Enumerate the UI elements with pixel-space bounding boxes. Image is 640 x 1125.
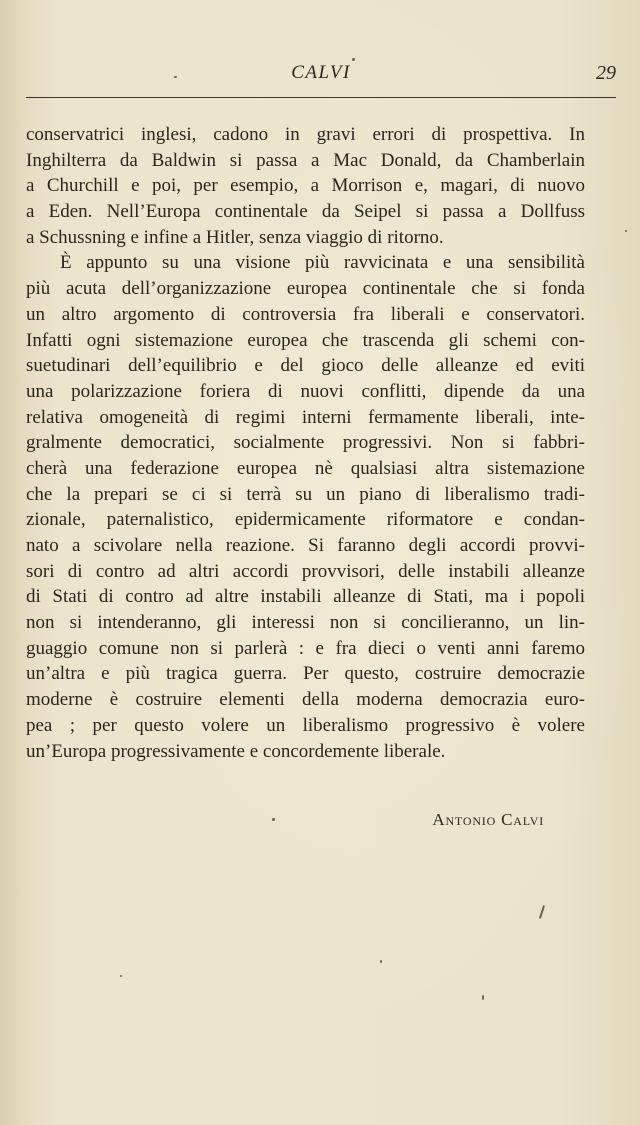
text-line: Infatti ogni sistemazione europea che trascenda gli schemi con- — [26, 329, 585, 351]
text-line: suetudinari dell’equilibrio e del gioco delle alleanze ed eviti — [26, 355, 585, 377]
text-line: conservatrici inglesi, cadono in gravi errori di prospettiva. In — [26, 124, 585, 145]
text-line: pea ; per questo volere un liberalismo progressivo è volere — [26, 714, 585, 736]
text-line: cherà una federazione europea nè qualsiasi altra sistemazione — [26, 457, 585, 479]
text-line: che la prepari se ci si terrà su un piano di liberalismo tradi- — [26, 483, 585, 505]
running-head — [26, 62, 616, 92]
header-rule — [26, 97, 616, 98]
text-line: non si intenderanno, gli interessi non si concilieranno, un lin- — [26, 612, 585, 634]
paper-speck — [482, 995, 484, 1000]
paper-speck — [120, 975, 122, 977]
text-line: relativa omogeneità di regimi interni fermamente liberali, inte- — [26, 406, 585, 428]
body-text — [26, 122, 585, 764]
paper-speck — [380, 960, 382, 963]
text-line: più acuta dell’organizzazione europea continentale che si fonda — [26, 278, 585, 300]
text-line: una polarizzazione foriera di nuovi conflitti, dipende da una — [26, 380, 585, 402]
paper-speck — [272, 818, 275, 821]
text-line: guaggio comune non si parlerà : e fra dieci o venti anni faremo — [26, 637, 585, 659]
paper-speck — [174, 76, 177, 78]
text-line: un’Europa progressivamente e concordemente liberale. — [26, 740, 446, 762]
text-line: un altro argomento di controversia fra liberali e conservatori. — [26, 303, 585, 325]
running-title: CALVI — [291, 62, 351, 83]
text-line: Inghilterra da Baldwin si passa a Mac Donald, da Chamberlain — [26, 149, 585, 171]
paper-speck — [539, 905, 545, 919]
text-line: a Schussning e infine a Hitler, senza viaggio di ritorno. — [26, 226, 444, 248]
text-line: di Stati di contro ad altre instabili alleanze di Stati, ma i popoli — [26, 586, 585, 608]
text-line: moderne è costruire elementi della moderna democrazia euro- — [26, 689, 585, 711]
author-signature: Antonio Calvi — [432, 810, 544, 829]
text-line: gralmente democratici, socialmente progressivi. Non si fabbri- — [26, 432, 585, 454]
text-line: zionale, paternalistico, epidermicamente riformatore e condan- — [26, 509, 585, 531]
text-line: nato a scivolare nella reazione. Si faranno degli accordi provvi- — [26, 535, 585, 556]
text-line: sori di contro ad altri accordi provvisori, delle instabili alleanze — [26, 560, 585, 582]
text-line: un’altra e più tragica guerra. Per questo, costruire democrazie — [26, 663, 585, 685]
paper-speck — [352, 58, 355, 61]
text-line: a Eden. Nell’Europa continentale da Seipel si passa a Dollfuss — [26, 201, 585, 223]
page-number: 29 — [596, 62, 616, 84]
text-line: a Churchill e poi, per esempio, a Morrison e, magari, di nuovo — [26, 175, 585, 197]
text-line: È appunto su una visione più ravvicinata e una sensibilità — [60, 252, 585, 274]
paper-speck — [625, 230, 627, 232]
